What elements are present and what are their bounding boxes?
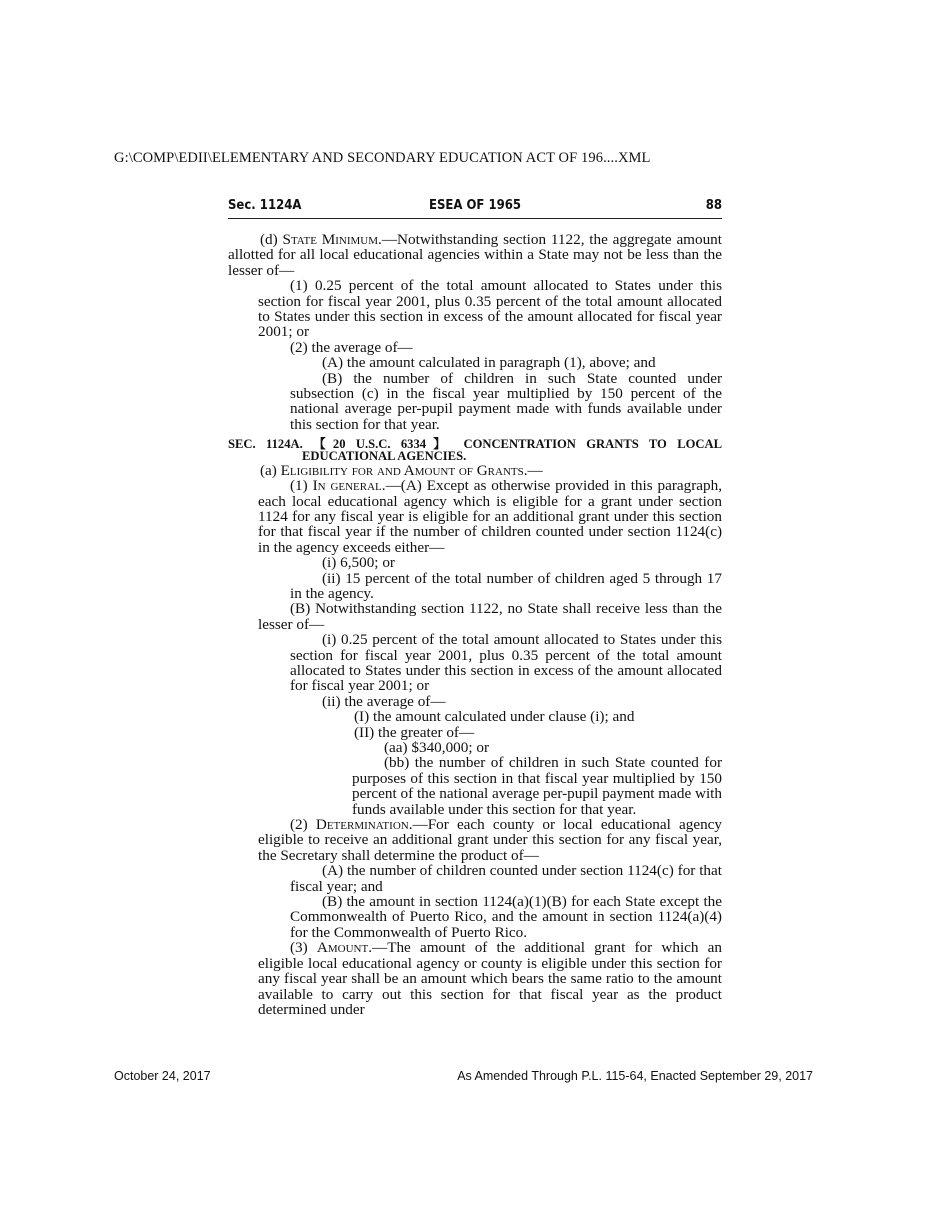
footer-amended: As Amended Through P.L. 115-64, Enacted September 29, 2017 [457,1069,813,1083]
paragraph-a2: (2) Determination.—For each county or local educational agency eligible to receive an additional grant under this section for any fiscal year, the Secretary shall determine the product of— [258,816,722,864]
paragraph-a1Bii: (ii) the average of— [322,692,446,710]
paragraph-a3-heading: Amount [316,939,369,957]
paragraph-a1Bi: (i) 0.25 percent of the total amount allocated to States under this section for fiscal year 2001, plus 0.35 percent of the total amount allocated to States under this section in excess of the amount allocated for fiscal year 2001; or [290,631,722,695]
paragraph-a: (a) Eligibility for and Amount of Grants.— [260,461,543,479]
paragraph-a1BiiII: (II) the greater of— [354,723,475,741]
paragraph-a1-text: .—(A) Except as otherwise provided in this paragraph, each local educational agency which is eligible for a grant under section 1124 for any fiscal year is eligible for an additional grant under this section for that fiscal year if the number of children counted under section 1124(c) in the agency exceeds either— [258,477,723,556]
paragraph-d-heading: State Minimum [282,231,379,248]
paragraph-d-text: .—Notwithstanding section 1122, the aggregate amount allotted for all local educational agencies within a State may not be less than the lesser of— [228,231,722,279]
paragraph-a-heading: Eligibility for and Amount of Grants [280,461,524,479]
paragraph-d2B: (B) the number of children in such State counted under subsection (c) in the fiscal year multiplied by 150 percent of the national average per-pupil payment made with funds available under this section for that year. [290,369,722,433]
header-section: Sec. 1124A [228,198,302,213]
header-title: ESEA OF 1965 [428,198,522,213]
paragraph-bb: (bb) the number of children in such State counted for purposes of this section in that fiscal year multiplied by 150 percent of the national average per-pupil payment made with funds available under this section for that year. [352,754,722,818]
paragraph-a2-heading: Determination [315,816,409,834]
paragraph-a2B: (B) the amount in section 1124(a)(1)(B) for each State except the Commonwealth of Puerto Rico, and the amount in section 1124(a)(4) for the Commonwealth of Puerto Rico. [290,893,722,941]
paragraph-a1Aii: (ii) 15 percent of the total number of children aged 5 through 17 in the agency. [290,569,722,602]
paragraph-d2A: (A) the amount calculated in paragraph (1), above; and [322,354,656,372]
paragraph-a3: (3) Amount.—The amount of the additional grant for which an eligible local educational agency or county is eligible under this section for any fiscal year shall be an amount which bears the same ratio to the amount available to carry out this section for that fiscal year as the product determined under [258,939,722,1018]
page-header [228,198,722,219]
document-body [228,232,722,1017]
paragraph-aa: (aa) $340,000; or [384,739,490,756]
paragraph-a1B: (B) Notwithstanding section 1122, no State shall receive less than the lesser of— [258,600,722,633]
footer-date: October 24, 2017 [114,1069,211,1083]
paragraph-a3-text: .—The amount of the additional grant for which an eligible local educational agency or county is eligible under this section for any fiscal year shall be an amount which bears the same ratio to the amount available to carry out this section for that fiscal year as the product determined under [258,939,722,1018]
page-number: 88 [705,198,722,213]
paragraph-a1Ai: (i) 6,500; or [322,554,395,572]
file-path: G:\COMP\EDII\ELEMENTARY AND SECONDARY EDUCATION ACT OF 196....XML [114,150,651,166]
paragraph-d1: (1) 0.25 percent of the total amount allocated to States under this section for fiscal year 2001, plus 0.35 percent of the total amount allocated to States under this section in excess of the amount allocated for fiscal year 2001; or [258,277,722,341]
paragraph-a1: (1) In general.—(A) Except as otherwise provided in this paragraph, each local educational agency which is eligible for a grant under section 1124 for any fiscal year is eligible for an additional grant under this section for that fiscal year if the number of children counted under section 1124(c) in the agency exceeds either— [258,477,723,556]
section-heading: SEC. 1124A. 【20 U.S.C. 6334】 CONCENTRATION GRANTS TO LOCAL EDUCATIONAL AGENCIES. [228,437,722,464]
paragraph-a1-heading: In general [312,477,382,495]
paragraph-d: (d) State Minimum.—Notwithstanding section 1122, the aggregate amount allotted for all local educational agencies within a State may not be less than the lesser of— [228,231,722,279]
paragraph-d2: (2) the average of— [290,338,413,356]
paragraph-a2A: (A) the number of children counted under section 1124(c) for that fiscal year; and [290,862,722,895]
paragraph-a2-text: .—For each county or local educational agency eligible to receive an additional grant under this section for any fiscal year, the Secretary shall determine the product of— [258,816,722,864]
paragraph-a1BiiI: (I) the amount calculated under clause (i); and [354,708,635,726]
